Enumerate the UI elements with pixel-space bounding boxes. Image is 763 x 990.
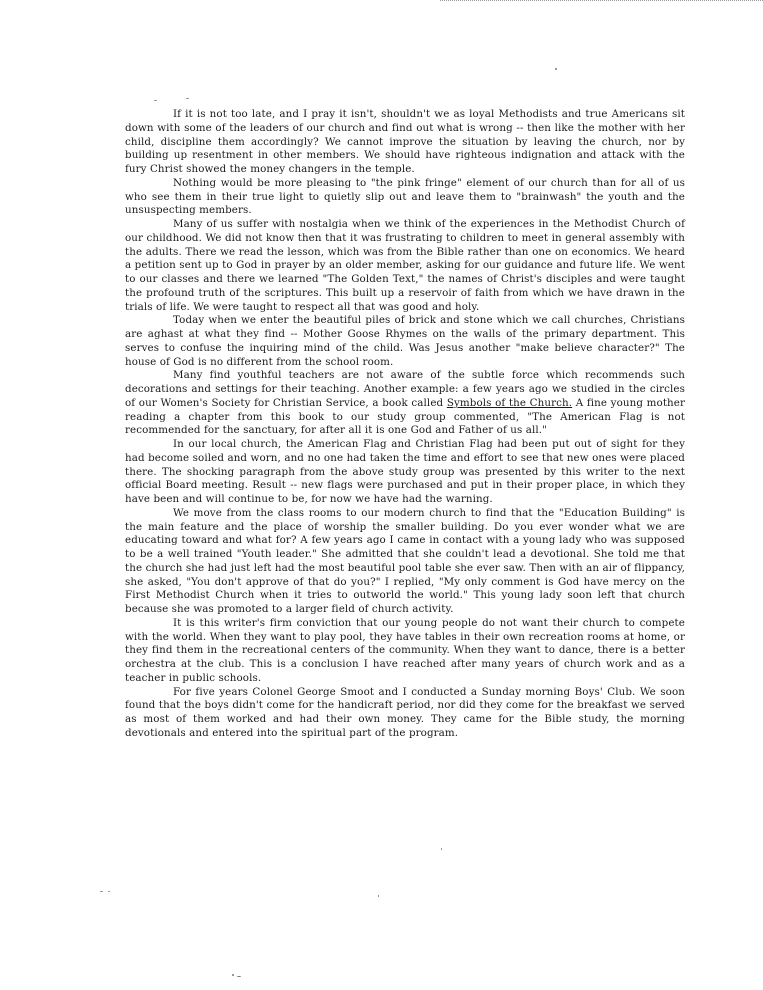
scan-speck	[441, 848, 442, 850]
paragraph: Nothing would be more pleasing to "the pink fringe" element of our church than for all of us who see them in their true light to quietly slip out and leave them to "brainwash" the youth and the unsuspecting members.	[125, 176, 685, 217]
scan-speck	[555, 68, 557, 70]
body-text	[125, 108, 685, 741]
paragraph	[125, 369, 685, 438]
paragraph: Many of us suffer with nostalgia when we think of the experiences in the Methodist Church of our childhood. We did not know then that it was frustrating to children to meet in general assembly with the adults. There we read the lesson, which was from the Bible rather than one on economics. We heard a petition sent up to God in prayer by an older member, asking for our guidance and future life. We went to our classes and there we learned "The Golden Text," the names of Christ's disciples and were taught the profound truth of the scriptures. This built up a reservoir of faith from which we have drawn in the trials of life. We were taught to respect all that was good and holy.	[125, 218, 685, 313]
scan-speck	[100, 891, 103, 892]
paragraph: It is this writer's firm conviction that our young people do not want their church to compete with the world. When they want to play pool, they have tables in their own recreation rooms at home, or they find them in the recreational centers of the community. When they want to dance, there is a better orchestra at the club. This is a conclusion I have reached after many years of church work and as a teacher in public schools.	[125, 616, 685, 684]
paragraph: If it is not too late, and I pray it isn't, shouldn't we as loyal Methodists and true Americans sit down with some of the leaders of our church and find out what is wrong -- then like the mother with her child, discipline them accordingly? We cannot improve the situation by leaving the church, nor by building up resentment in other members. We should have righteous indignation and attack with the fury Christ showed the money changers in the temple.	[125, 108, 685, 175]
scan-speck	[237, 976, 241, 977]
paragraph: Today when we enter the beautiful piles of brick and stone which we call churches, Christians are aghast at what they find -- Mother Goose Rhymes on the walls of the primary department. This serves to confuse the inquiring mind of the child. Was Jesus another "make believe character?" The house of God is no different from the school room.	[125, 314, 685, 368]
scan-speck	[378, 895, 379, 897]
scan-speck	[186, 98, 189, 99]
paragraph: We move from the class rooms to our modern church to find that the "Education Building" is the main feature and the place of worship the smaller building. Do you ever wonder what we are educating toward and what for? A few years ago I came in contact with a young lady who was supposed to be a well trained "Youth leader." She admitted that she couldn't lead a devotional. She told me that the church she had just left had the most beautiful pool table she ever saw. Then with an air of flippancy, she asked, "You don't approve of that do you?" I replied, "My only comment is God have mercy on the First Methodist Church when it tries to outworld the world." This young lady soon left that church because she was promoted to a larger field of church activity.	[125, 506, 685, 615]
scan-speck	[108, 891, 110, 892]
top-edge-rule	[440, 0, 763, 1]
paragraph: For five years Colonel George Smoot and I conducted a Sunday morning Boys' Club. We soon found that the boys didn't come for the handicraft period, nor did they come for the breakfast we served as most of them worked and had their own money. They came for the Bible study, the morning devotionals and entered into the spiritual part of the program.	[125, 685, 685, 739]
paragraph-text: Many find youthful teachers are not aware of the subtle force which recommends such decorations and settings for their teaching. Another example: a few years ago we studied in the circles of our Women's Society for Christian Service, a book called	[125, 369, 685, 409]
book-title: Symbols of the Church.	[446, 396, 573, 409]
paragraph-text: A fine young mother reading a chapter from this book to our study group commented, "The American Flag is not recommended for the sanctuary, for after all it is one God and Father of us all."	[125, 396, 686, 437]
scan-speck	[154, 100, 157, 101]
scan-speck	[232, 974, 234, 976]
paragraph: In our local church, the American Flag and Christian Flag had been put out of sight for they had become soiled and worn, and no one had taken the time and effort to see that new ones were placed there. The shocking paragraph from the above study group was presented by this writer to the next official Board meeting. Result -- new flags were purchased and put in their proper place, in which they have been and will continue to be, for now we have had the warning.	[125, 438, 685, 505]
